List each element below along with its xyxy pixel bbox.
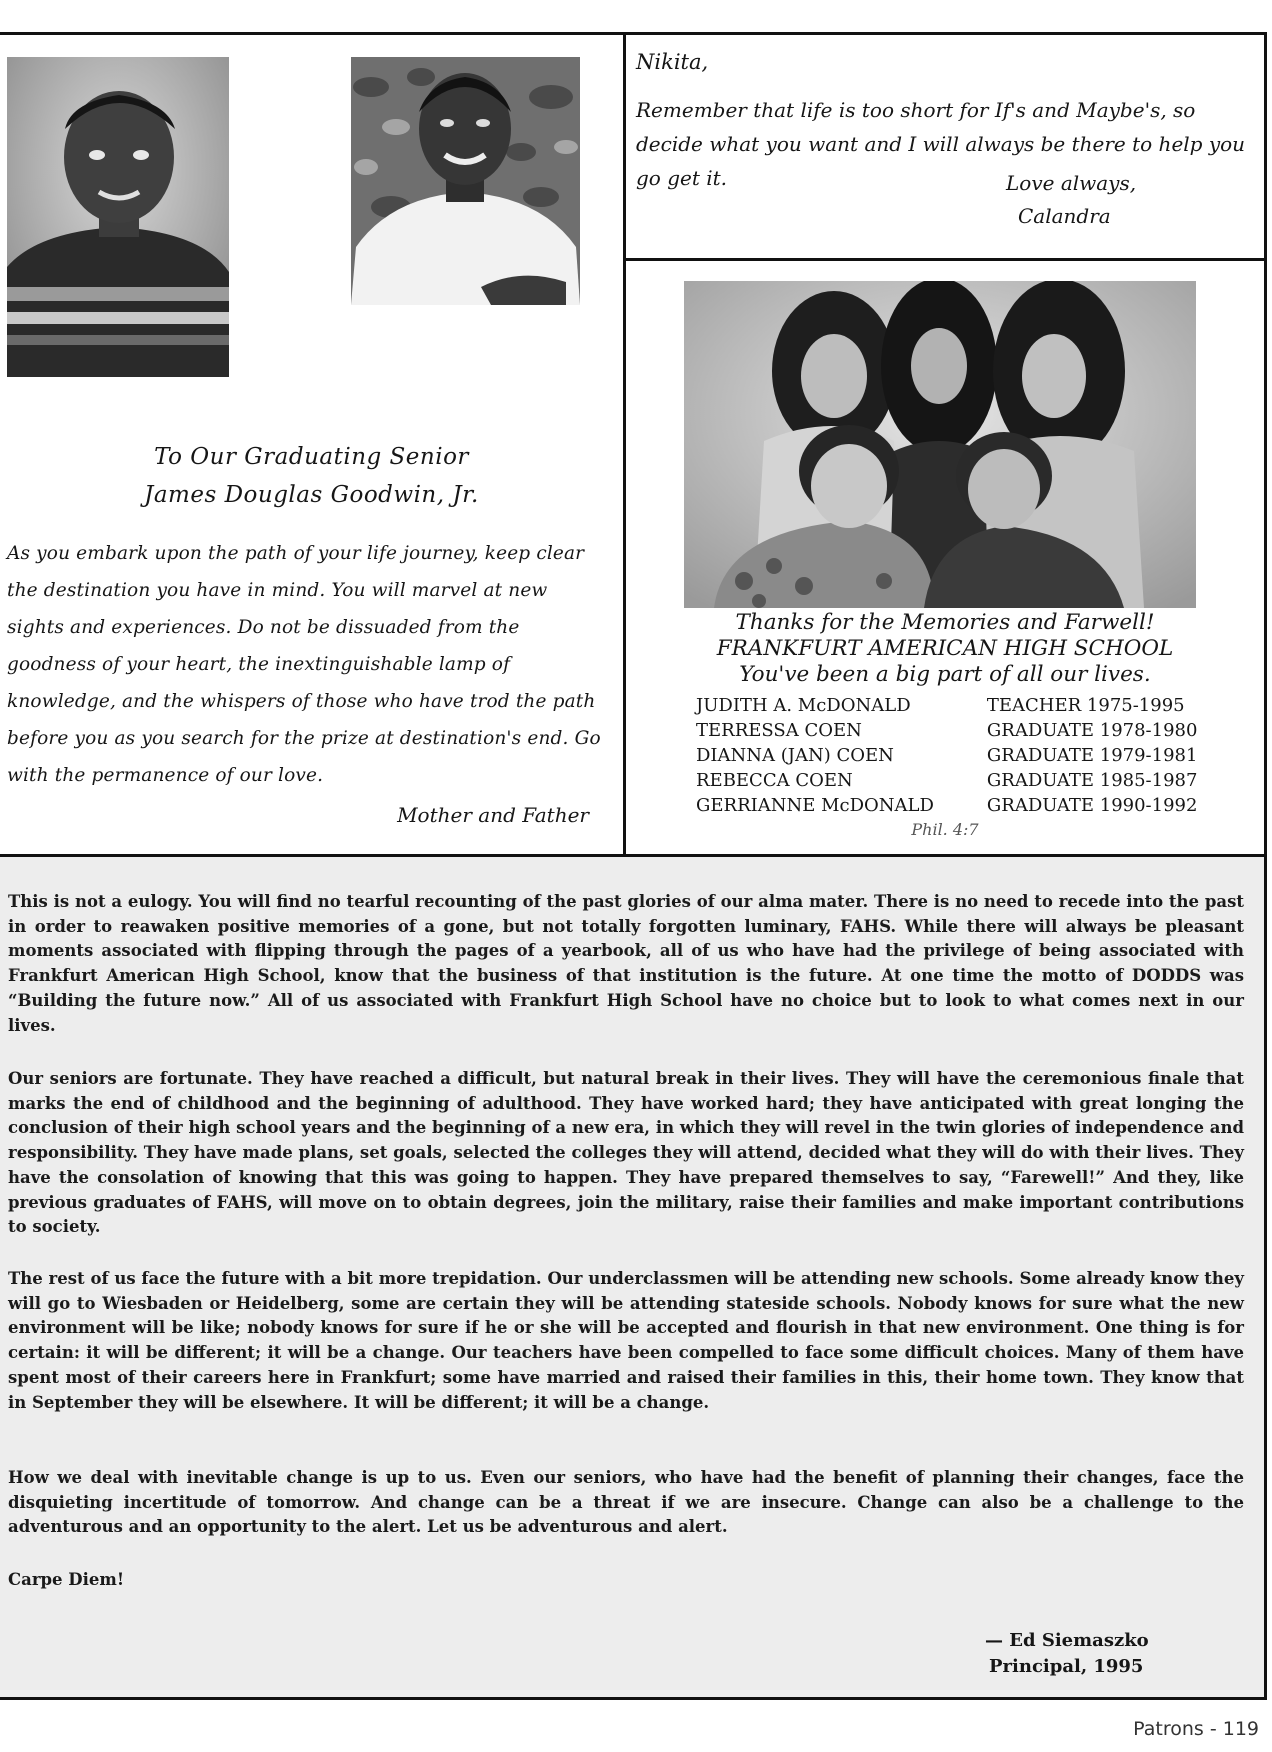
family-ad	[623, 258, 1267, 857]
goodwin-heading-line1: To Our Graduating Senior	[154, 444, 469, 470]
signature-name: — Ed Siemaszko	[985, 1630, 1149, 1651]
letter-paragraph: How we deal with inevitable change is up to us. Even our seniors, who have had the benefit of planning their changes, face the disquieting incertitude of tomorrow. And change can be a threat if we are insecure. Change can also be a challenge to the adventurous and an opportunity to the alert. Let us be adventurous and alert.	[8, 1468, 1244, 1537]
letter-paragraph: The rest of us face the future with a bit more trepidation. Our underclassmen will be attending new schools. Some already know they will go to Wiesbaden or Heidelberg, some are certain they will be attending stateside schools. Nobody knows for sure what the new environment will be like; nobody knows for sure if he or she will be accepted and flourish in that new environment. One thing is for certain: it will be different; it will be a change. Our teachers have been compelled to face some difficult choices. Many of them have spent most of their careers here in Frankfurt; some have married and raised their families in this, their home town. They know that in September they will be elsewhere. It will be different; it will be a change.	[8, 1269, 1244, 1412]
roster-role: TEACHER 1975-1995	[986, 695, 1185, 716]
goodwin-heading-line2: James Douglas Goodwin, Jr.	[144, 482, 479, 508]
senior-portrait-photo	[351, 57, 580, 305]
nikita-greeting: Nikita,	[636, 50, 709, 74]
family-verse: Phil. 4:7	[911, 820, 979, 839]
roster-row	[696, 718, 1216, 743]
child-portrait-photo	[7, 57, 229, 377]
nikita-message: Remember that life is too short for If's and Maybe's, so decide what you want and I will always be there to help you go get it.	[636, 98, 1246, 190]
letter-signature	[985, 1628, 1149, 1680]
nikita-note	[623, 32, 1267, 261]
family-roster	[696, 693, 1216, 818]
principal-letter	[0, 854, 1267, 1700]
roster-name: TERRESSA COEN	[696, 720, 862, 741]
letter-paragraph: This is not a eulogy. You will find no tearful recounting of the past glories of our alma mater. There is no need to recede into the past in order to reawaken positive memories of a gone, but not totally forgotten luminary, FAHS. While there will always be pleasant moments associated with flipping through the pages of a yearbook, all of us who have had the privilege of being associated with Frankfurt American High School, know that the business of that institution is the future. At one time the motto of DODDS was “Building the future now.” All of us associated with Frankfurt High School have no choice but to look to what comes next in our lives.	[8, 892, 1244, 1035]
roster-row	[696, 768, 1216, 793]
roster-row	[696, 693, 1216, 718]
letter-closing: Carpe Diem!	[8, 1570, 125, 1589]
family-tribute-line: You've been a big part of all our lives.	[739, 662, 1151, 687]
signature-title: Principal, 1995	[989, 1656, 1144, 1677]
goodwin-heading	[0, 438, 623, 514]
roster-name: JUDITH A. McDONALD	[696, 695, 911, 716]
roster-name: REBECCA COEN	[696, 770, 853, 791]
nikita-closing-line: Love always,	[1006, 171, 1137, 195]
letter-paragraph: Our seniors are fortunate. They have reached a difficult, but natural break in their lives. They will have the ceremonious finale that marks the end of childhood and the beginning of adulthood. They have worked hard; they have anticipated with great longing the conclusion of their high school years and the beginning of a new era, in which they will revel in the twin glories of independence and responsibility. They have made plans, set goals, selected the colleges they will attend, decided what they will do with their lives. They have the consolation of knowing that this was going to happen. They have prepared themselves to say, “Farewell!” And they, like previous graduates of FAHS, will move on to obtain degrees, join the military, raise their families and make important contributions to society.	[8, 1069, 1244, 1237]
page-footer: Patrons - 119	[1133, 1718, 1259, 1740]
roster-row	[696, 743, 1216, 768]
family-thanks-line: Thanks for the Memories and Farwell!	[735, 610, 1155, 635]
goodwin-signature: Mother and Father	[397, 803, 589, 827]
nikita-closing	[1006, 167, 1136, 233]
family-ad-text	[626, 610, 1264, 688]
family-school-line: FRANKFURT AMERICAN HIGH SCHOOL	[716, 636, 1174, 661]
roster-role: GRADUATE 1979-1981	[986, 745, 1198, 766]
family-group-photo	[684, 281, 1196, 608]
roster-name: DIANNA (JAN) COEN	[696, 745, 894, 766]
nikita-signature: Calandra	[1018, 204, 1111, 228]
roster-role: GRADUATE 1985-1987	[986, 770, 1198, 791]
roster-row	[696, 793, 1216, 818]
goodwin-ad	[0, 32, 626, 857]
roster-role: GRADUATE 1978-1980	[986, 720, 1198, 741]
roster-role: GRADUATE 1990-1992	[986, 795, 1198, 816]
roster-name: GERRIANNE McDONALD	[696, 795, 934, 816]
goodwin-message: As you embark upon the path of your life journey, keep clear the destination you have in mind. You will marvel at new sights and experiences. Do not be dissuaded from the goodness of your heart, the inextinguishable lamp of knowledge, and the whispers of those who have trod the path before you as you search for the prize at destination's end. Go with the permanence of our love.	[7, 543, 601, 786]
